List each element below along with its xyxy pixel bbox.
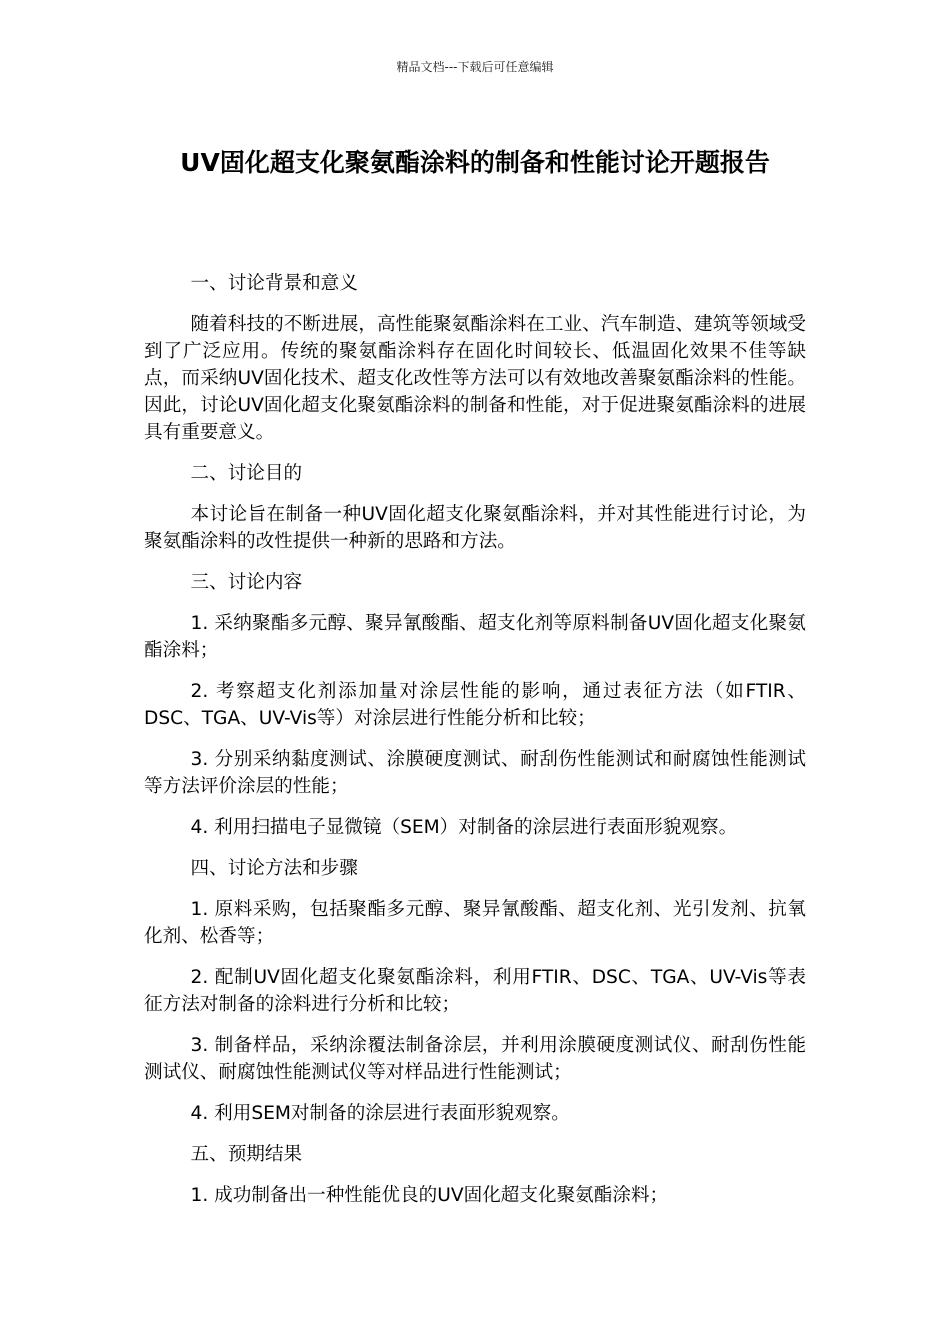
section-heading-background: 一、讨论背景和意义 bbox=[190, 273, 358, 294]
section-heading-methods: 四、讨论方法和步骤 bbox=[190, 858, 358, 879]
list-item-results-1: 1. 成功制备出一种性能优良的UV固化超支化聚氨酯涂料； bbox=[190, 1185, 669, 1206]
list-item-content-4: 4. 利用扫描电子显微镜（SEM）对制备的涂层进行表面形貌观察。 bbox=[190, 817, 738, 838]
page-header-watermark: 精品文档---下载后可任意编辑 bbox=[396, 60, 554, 74]
paragraph-purpose: 本讨论旨在制备一种UV固化超支化聚氨酯涂料，并对其性能进行讨论，为聚氨酯涂料的改性提供一种新的思路和方法。 bbox=[144, 504, 806, 552]
list-item-content-3: 3. 分别采纳黏度测试、涂膜硬度测试、耐刮伤性能测试和耐腐蚀性能测试等方法评价涂层的性能； bbox=[144, 749, 806, 797]
section-heading-results: 五、预期结果 bbox=[190, 1144, 303, 1165]
list-item-content-1: 1. 采纳聚酯多元醇、聚异氰酸酯、超支化剂等原料制备UV固化超支化聚氨酯涂料； bbox=[144, 613, 806, 661]
list-item-methods-1: 1. 原料采购，包括聚酯多元醇、聚异氰酸酯、超支化剂、光引发剂、抗氧化剂、松香等； bbox=[144, 899, 806, 947]
list-item-content-2: 2. 考察超支化剂添加量对涂层性能的影响，通过表征方法（如FTIR、DSC、TGA、UV-Vis等）对涂层进行性能分析和比较； bbox=[144, 681, 806, 729]
list-item-methods-3: 3. 制备样品，采纳涂覆法制备涂层，并利用涂膜硬度测试仪、耐刮伤性能测试仪、耐腐蚀性能测试仪等对样品进行性能测试； bbox=[144, 1035, 806, 1083]
section-heading-content: 三、讨论内容 bbox=[190, 572, 303, 593]
section-heading-purpose: 二、讨论目的 bbox=[190, 463, 303, 484]
list-item-methods-4: 4. 利用SEM对制备的涂层进行表面形貌观察。 bbox=[190, 1103, 570, 1124]
list-item-methods-2: 2. 配制UV固化超支化聚氨酯涂料，利用FTIR、DSC、TGA、UV-Vis等表征方法对制备的涂料进行分析和比较； bbox=[144, 967, 806, 1015]
document-title: UV固化超支化聚氨酯涂料的制备和性能讨论开题报告 bbox=[180, 148, 770, 177]
paragraph-background: 随着科技的不断进展，高性能聚氨酯涂料在工业、汽车制造、建筑等领域受到了广泛应用。传统的聚氨酯涂料存在固化时间较长、低温固化效果不佳等缺点，而采纳UV固化技术、超支化改性等方法可以有效地改善聚氨酯涂料的性能。因此，讨论UV固化超支化聚氨酯涂料的制备和性能，对于促进聚氨酯涂料的进展具有重要意义。 bbox=[144, 314, 806, 443]
document-body bbox=[144, 270, 806, 1223]
